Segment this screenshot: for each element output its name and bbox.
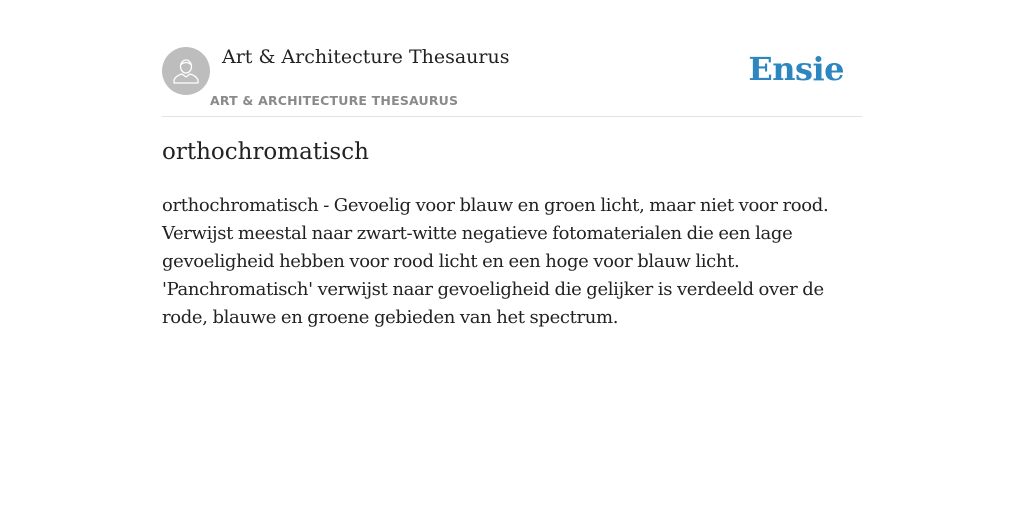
user-icon [171, 56, 201, 86]
header [162, 0, 862, 117]
brand-logo[interactable]: Ensie [748, 50, 844, 88]
page-title: orthochromatisch [162, 139, 369, 165]
source-subtitle[interactable]: ART & ARCHITECTURE THESAURUS [210, 93, 459, 108]
definition-text: orthochromatisch - Gevoelig voor blauw en groen licht, maar niet voor rood. Verwijst meestal naar zwart-witte negatieve fotomaterialen die een lage gevoeligheid hebben voor rood licht en een hoge voor blauw licht. 'Panchromatisch' verwijst naar gevoeligheid die gelijker is verdeeld over de rode, blauwe en groene gebieden van het spectrum. [162, 195, 829, 328]
avatar[interactable] [162, 47, 210, 95]
source-title[interactable]: Art & Architecture Thesaurus [222, 46, 510, 68]
page [162, 0, 862, 328]
